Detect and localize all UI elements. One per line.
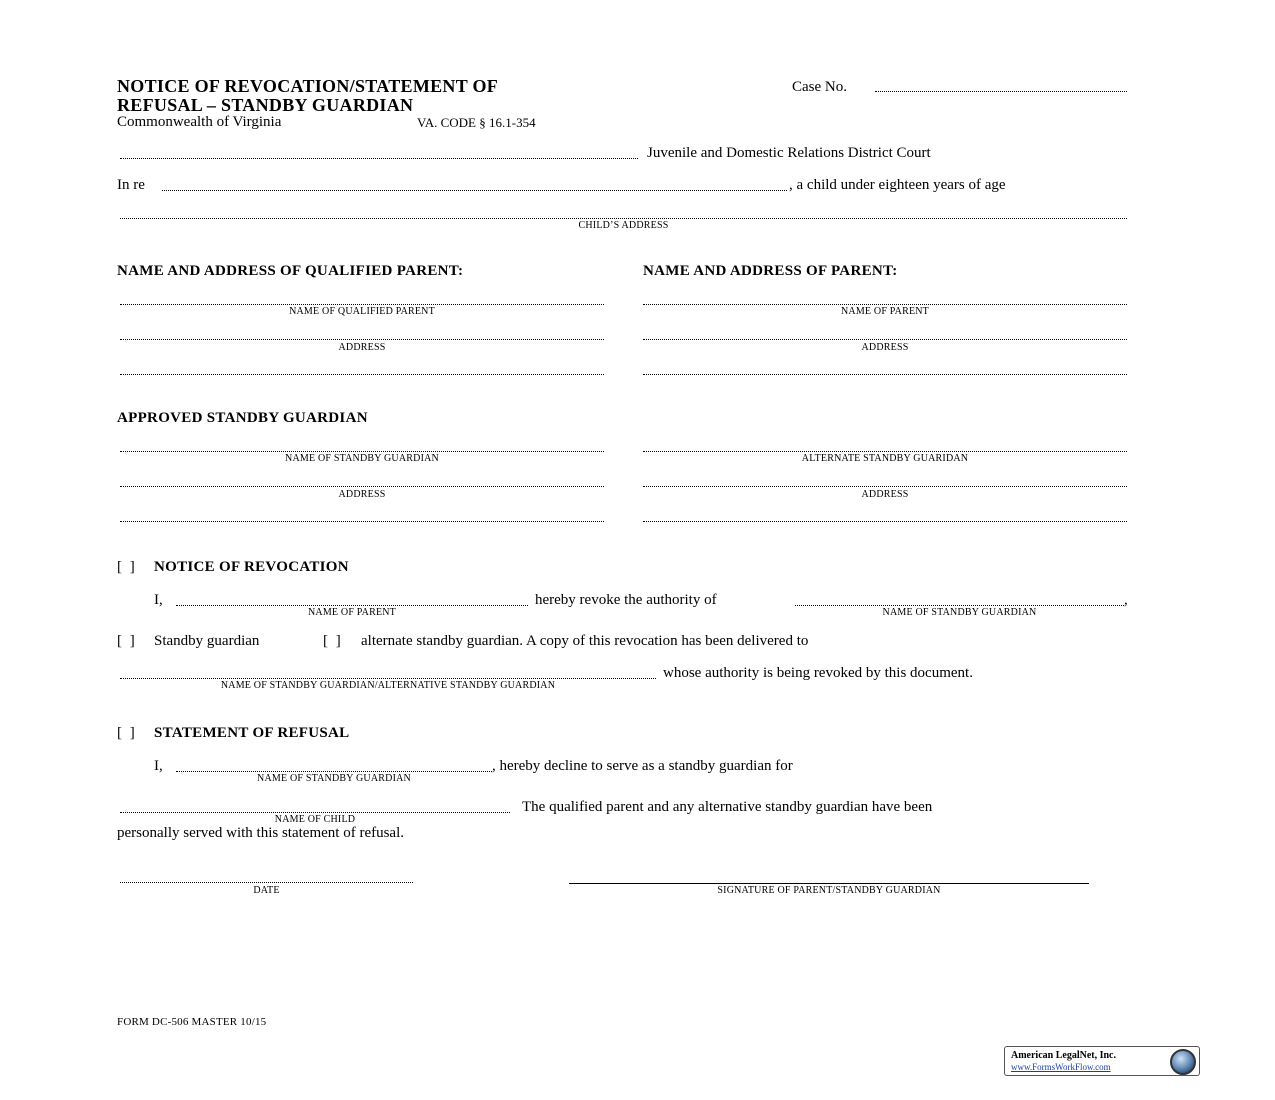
refusal-guardian-name-caption: NAME OF STANDBY GUARDIAN — [257, 773, 411, 784]
form-id: FORM DC-506 MASTER 10/15 — [117, 1016, 267, 1028]
vendor-logo[interactable] — [1004, 1046, 1200, 1076]
in-re-label: In re — [117, 177, 145, 193]
qualified-parent-address-field[interactable] — [120, 339, 604, 340]
refusal-checkbox[interactable]: [ ] — [117, 725, 135, 741]
child-name-refusal-field[interactable] — [120, 812, 510, 813]
refusal-guardian-name-field[interactable] — [176, 771, 492, 772]
qualified-parent-address-caption: ADDRESS — [338, 342, 386, 353]
revocation-guardian-name-field[interactable] — [795, 605, 1124, 606]
revocation-i-label: I, — [154, 592, 163, 608]
child-name-field[interactable] — [162, 190, 787, 191]
revocation-comma: , — [1124, 592, 1128, 608]
parent-address-caption: ADDRESS — [861, 342, 909, 353]
court-name-field[interactable] — [120, 158, 638, 159]
alternate-guardian-name-field[interactable] — [643, 451, 1127, 452]
form-title-line1: NOTICE OF REVOCATION/STATEMENT OF — [117, 76, 499, 96]
vendor-url[interactable]: www.FormsWorkFlow.com — [1011, 1062, 1111, 1072]
alternate-guardian-address-caption: ADDRESS — [861, 489, 909, 500]
standby-guardian-option-label: Standby guardian — [154, 633, 260, 649]
childs-address-caption: CHILD’S ADDRESS — [578, 220, 669, 231]
signature-caption: SIGNATURE OF PARENT/STANDBY GUARDIAN — [717, 885, 941, 896]
delivered-to-caption: NAME OF STANDBY GUARDIAN/ALTERNATIVE STANDBY GUARDIAN — [220, 680, 556, 691]
decline-text: , hereby decline to serve as a standby guardian for — [492, 758, 793, 774]
alternate-guardian-option-label: alternate standby guardian. A copy of this revocation has been delivered to — [361, 633, 809, 649]
case-no-field[interactable] — [875, 91, 1127, 92]
case-no-label: Case No. — [792, 79, 847, 95]
delivered-to-field[interactable] — [120, 678, 656, 679]
parent-address-field-2[interactable] — [643, 374, 1127, 375]
alternate-guardian-checkbox[interactable]: [ ] — [323, 633, 341, 649]
standby-guardian-name-field[interactable] — [120, 451, 604, 452]
standby-guardian-checkbox[interactable]: [ ] — [117, 633, 135, 649]
standby-guardian-address-field-2[interactable] — [120, 521, 604, 522]
alternate-guardian-address-field[interactable] — [643, 486, 1127, 487]
vendor-name: American LegalNet, Inc. — [1011, 1050, 1116, 1061]
revocation-checkbox[interactable]: [ ] — [117, 559, 135, 575]
standby-guardian-heading: APPROVED STANDBY GUARDIAN — [117, 410, 368, 426]
revocation-heading: NOTICE OF REVOCATION — [154, 559, 349, 575]
served-text: The qualified parent and any alternative standby guardian have been — [522, 799, 933, 815]
whose-authority-text: whose authority is being revoked by this document. — [663, 665, 973, 681]
signature-field[interactable] — [569, 883, 1089, 884]
qualified-parent-name-field[interactable] — [120, 304, 604, 305]
revoke-text: hereby revoke the authority of — [535, 592, 717, 608]
date-caption: DATE — [253, 885, 280, 896]
alternate-guardian-name-caption: ALTERNATE STANDBY GUARIDAN — [801, 453, 969, 464]
qualified-parent-name-caption: NAME OF QUALIFIED PARENT — [289, 306, 435, 317]
served-text-cont: personally served with this statement of refusal. — [117, 825, 405, 841]
refusal-heading: STATEMENT OF REFUSAL — [154, 725, 350, 741]
alternate-guardian-address-field-2[interactable] — [643, 521, 1127, 522]
code-label: VA. CODE § 16.1-354 — [417, 115, 536, 130]
parent-name-field[interactable] — [643, 304, 1127, 305]
state-label: Commonwealth of Virginia — [117, 114, 282, 130]
child-suffix-label: , a child under eighteen years of age — [789, 177, 1006, 193]
parent-address-field[interactable] — [643, 339, 1127, 340]
globe-icon — [1170, 1049, 1196, 1075]
date-field[interactable] — [120, 882, 413, 883]
qualified-parent-heading: NAME AND ADDRESS OF QUALIFIED PARENT: — [117, 263, 464, 279]
child-name-refusal-caption: NAME OF CHILD — [274, 814, 356, 825]
form-title-line2: REFUSAL – STANDBY GUARDIAN — [117, 95, 414, 115]
refusal-i-label: I, — [154, 758, 163, 774]
parent-heading: NAME AND ADDRESS OF PARENT: — [643, 263, 898, 279]
standby-guardian-name-caption: NAME OF STANDBY GUARDIAN — [285, 453, 439, 464]
revocation-parent-name-caption: NAME OF PARENT — [307, 607, 396, 618]
revocation-guardian-name-caption: NAME OF STANDBY GUARDIAN — [882, 607, 1037, 618]
standby-guardian-address-field[interactable] — [120, 486, 604, 487]
parent-name-caption: NAME OF PARENT — [840, 306, 929, 317]
revocation-parent-name-field[interactable] — [176, 605, 528, 606]
childs-address-field[interactable] — [120, 218, 1127, 219]
standby-guardian-address-caption: ADDRESS — [338, 489, 386, 500]
qualified-parent-address-field-2[interactable] — [120, 374, 604, 375]
court-label: Juvenile and Domestic Relations District Court — [647, 145, 931, 161]
